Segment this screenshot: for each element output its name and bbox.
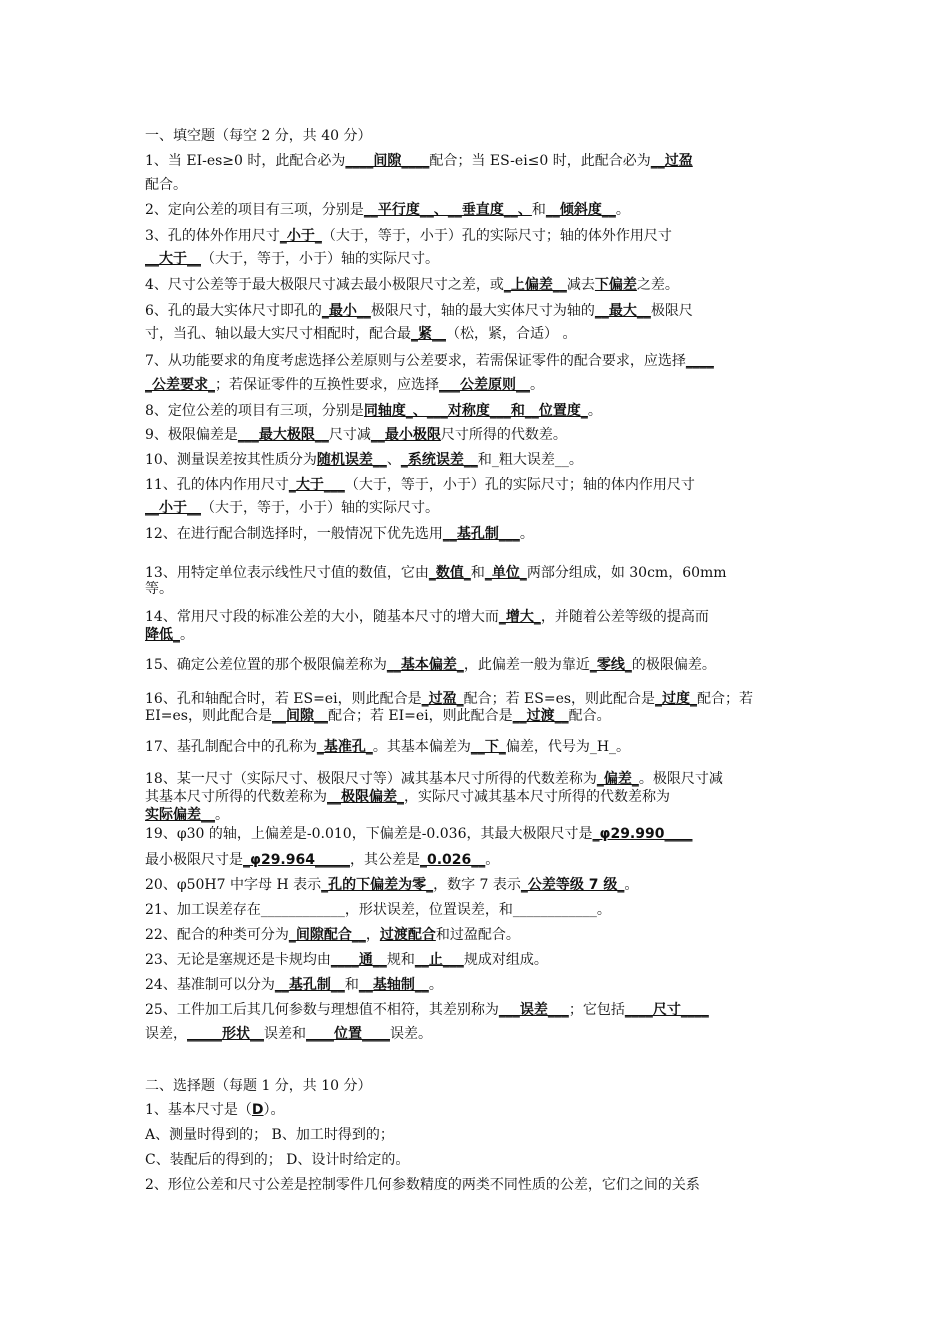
- section1-line: [145, 738, 815, 756]
- answer-blank: 同轴度_、___对称度___和__位置度_: [363, 403, 588, 419]
- answer-blank: __过渡__: [512, 708, 569, 724]
- answer-blank: _基准孔_: [316, 739, 373, 755]
- question-text: ，: [365, 927, 380, 943]
- question-text: 。其基本偏差为: [372, 739, 471, 755]
- question-text: 减去: [566, 277, 595, 293]
- question-text: 6、孔的最大实体尺寸即孔的: [145, 303, 322, 319]
- answer-blank: __最大__: [594, 303, 651, 319]
- question-text: 22、配合的种类可分为: [145, 927, 289, 943]
- section1-line: [145, 302, 815, 320]
- answer-blank: _数值_: [428, 565, 471, 581]
- section2-line: [145, 1151, 815, 1169]
- question-text: 13、用特定单位表示线性尺寸值的数值，它由: [145, 565, 429, 581]
- section1-line: [145, 951, 815, 969]
- answer-blank: 过渡配合: [379, 927, 436, 943]
- question-text: 3、孔的体外作用尺寸: [145, 228, 280, 244]
- question-text: 12、在进行配合制选择时，一般情况下优先选用: [145, 526, 443, 542]
- question-text: 。: [428, 977, 443, 993]
- answer-blank: __过盈: [650, 153, 693, 169]
- section1-line: [145, 352, 815, 370]
- question-text: 9、极限偏差是: [145, 427, 238, 443]
- section1-line: [145, 227, 815, 245]
- answer-blank: __基孔制___: [442, 526, 520, 542]
- section1-heading: 一、填空题（每空 2 分，共 40 分）: [145, 128, 372, 144]
- question-text: 寸，当孔、轴以最大实尺寸相配时，配合最: [145, 326, 411, 342]
- answer-blank: ____尺寸____: [624, 1002, 709, 1018]
- answer-blank: ___最大极限__: [237, 427, 329, 443]
- question-text: 20、φ50H7 中字母 H 表示: [145, 877, 322, 893]
- question-text: 。: [615, 202, 630, 218]
- question-text: 和: [531, 202, 546, 218]
- question-text: 。极限尺寸减: [638, 771, 723, 787]
- answer-blank: 下偏差: [594, 277, 637, 293]
- question-text: 2、定向公差的项目有三项，分别是: [145, 202, 364, 218]
- section1-line: [145, 426, 815, 444]
- question-text: 。: [530, 377, 544, 393]
- section1-line: [145, 451, 815, 469]
- answer-blank: __基孔制__: [274, 977, 345, 993]
- question-text: 24、基准制可以分为: [145, 977, 275, 993]
- section2-line: [145, 1101, 815, 1119]
- question-text: ）。: [263, 1102, 285, 1118]
- answer-blank: _过度_: [655, 691, 698, 707]
- answer-blank: _φ29.990____: [592, 826, 693, 842]
- section1-line: [145, 806, 815, 824]
- question-text: 配合；若: [697, 691, 754, 707]
- section1-line: [145, 926, 815, 944]
- question-text: 。: [624, 877, 639, 893]
- answer-blank: ___误差___: [498, 1002, 569, 1018]
- question-text: 和过盈配合。: [435, 927, 520, 943]
- question-text: 和: [470, 565, 485, 581]
- question-text: 之差。: [636, 277, 679, 293]
- question-text: 极限尺: [650, 303, 693, 319]
- question-text: 最小极限尺寸是: [145, 852, 243, 868]
- question-text: 配合；若 EI=ei，则此配合是: [327, 708, 513, 724]
- answer-blank: ____间隙____: [345, 153, 430, 169]
- section1-line: [145, 525, 815, 543]
- question-text: 规和: [386, 952, 415, 968]
- section1-line: [145, 788, 815, 806]
- section1-line: [145, 152, 815, 170]
- question-text: 19、φ30 的轴，上偏差是-0.010，下偏差是-0.036，其最大极限尺寸是: [145, 826, 593, 842]
- section1-line: [145, 580, 815, 598]
- question-text: 23、无论是塞规还是卡规均由: [145, 952, 331, 968]
- question-text: ；若保证零件的互换性要求，应选择: [215, 377, 439, 393]
- question-text: 25、工件加工后其几何参数与理想值不相符，其差别称为: [145, 1002, 499, 1018]
- section1-line: [145, 626, 815, 644]
- answer-blank: __下_: [470, 739, 506, 755]
- answer-blank: 降低_: [145, 627, 180, 643]
- section1-line: [145, 176, 815, 194]
- question-text: 规成对组成。: [463, 952, 548, 968]
- section1-line: [145, 656, 815, 674]
- answer-blank: _大于___: [288, 477, 345, 493]
- question-text: 。: [485, 852, 500, 868]
- question-text: 、: [386, 452, 401, 468]
- section1-line: [145, 499, 815, 517]
- section1-line: [145, 376, 815, 394]
- answer-blank: __间隙__: [271, 708, 328, 724]
- answer-blank: __平行度__、__垂直度__、: [363, 202, 532, 218]
- section1-line: [145, 707, 815, 725]
- question-text: 配合。: [145, 177, 187, 193]
- section2-heading: 二、选择题（每题 1 分，共 10 分）: [145, 1078, 372, 1094]
- answer-blank: ___公差原则__: [439, 377, 530, 393]
- question-text: 14、常用尺寸段的标准公差的大小，随基本尺寸的增大而: [145, 609, 499, 625]
- question-text: 尺寸所得的代数差。: [440, 427, 567, 443]
- answer-blank: D: [251, 1102, 264, 1118]
- question-text: 。: [215, 807, 229, 823]
- section1-line: [145, 325, 815, 343]
- section1-line: [145, 250, 815, 268]
- section1-line: [145, 770, 815, 788]
- question-text: 和: [344, 977, 359, 993]
- section1-line: [145, 608, 815, 626]
- answer-blank: ____通__: [330, 952, 387, 968]
- answer-blank: __最小极限: [370, 427, 441, 443]
- answer-blank: __止___: [414, 952, 464, 968]
- question-text: 15、确定公差位置的那个极限偏差称为: [145, 657, 387, 673]
- answer-blank: _系统误差__: [400, 452, 478, 468]
- answer-blank: _紧__: [411, 326, 446, 342]
- question-text: （大于，等于，小于）轴的实际尺寸。: [201, 500, 439, 516]
- answer-blank: ____: [685, 353, 714, 369]
- answer-blank: __大于__: [145, 251, 201, 267]
- question-text: 17、基孔制配合中的孔称为: [145, 739, 317, 755]
- question-text: 偏差，代号为_H_。: [505, 739, 631, 755]
- section1-line: [145, 476, 815, 494]
- answer-blank: __倾斜度__: [545, 202, 616, 218]
- answer-blank: _过盈_: [421, 691, 464, 707]
- answer-blank: _公差等级 7 级_: [520, 877, 625, 893]
- question-text: ；它包括: [568, 1002, 625, 1018]
- question-text: ，其公差是: [349, 852, 420, 868]
- answer-blank: __小于__: [145, 500, 201, 516]
- section1-line: [145, 901, 815, 919]
- question-text: 配合；若 ES=es，则此配合是: [463, 691, 656, 707]
- question-text: 其基本尺寸所得的代数差称为: [145, 789, 327, 805]
- question-text: 2、形位公差和尺寸公差是控制零件几何参数精度的两类不同性质的公差，它们之间的关系: [145, 1177, 700, 1193]
- question-text: 。: [587, 403, 602, 419]
- answer-blank: 实际偏差__: [145, 807, 215, 823]
- answer-blank: _公差要求_: [145, 377, 215, 393]
- answer-blank: _增大_: [498, 609, 541, 625]
- question-text: ，实际尺寸减其基本尺寸所得的代数差称为: [404, 789, 670, 805]
- question-text: 误差和: [264, 1026, 306, 1042]
- section1-line: [145, 825, 815, 843]
- section1-line: [145, 201, 815, 219]
- answer-blank: _小于_: [279, 228, 322, 244]
- question-text: （松，紧，合适） 。: [446, 326, 577, 342]
- section2-line: [145, 1126, 815, 1144]
- question-text: 。: [519, 526, 534, 542]
- section1-line: [145, 876, 815, 894]
- question-text: （大于，等于，小于）轴的实际尺寸。: [201, 251, 439, 267]
- question-text: 配合。: [568, 708, 611, 724]
- question-text: 10、测量误差按其性质分为: [145, 452, 317, 468]
- question-text: 1、基本尺寸是（: [145, 1102, 252, 1118]
- answer-blank: _0.026__: [419, 852, 486, 868]
- section1-line: [145, 976, 815, 994]
- question-text: EI=es，则此配合是: [145, 708, 272, 724]
- question-text: 。: [180, 627, 194, 643]
- answer-blank: _零线_: [589, 657, 632, 673]
- answer-blank: _单位_: [484, 565, 527, 581]
- question-text: 11、孔的体内作用尺寸: [145, 477, 289, 493]
- answer-blank: _φ29.964_____: [243, 852, 350, 868]
- question-text: ，数字 7 表示: [433, 877, 521, 893]
- section1-line: [145, 1025, 815, 1043]
- answer-blank: _间隙配合__: [288, 927, 366, 943]
- question-text: 尺寸减: [328, 427, 371, 443]
- question-text: 误差，: [145, 1026, 187, 1042]
- question-text: 18、某一尺寸（实际尺寸、极限尺寸等）减其基本尺寸所得的代数差称为: [145, 771, 597, 787]
- answer-blank: _最小__: [321, 303, 371, 319]
- question-text: 21、加工误差存在____________，形状误差，位置误差，和____________。: [145, 902, 611, 918]
- question-text: 的极限偏差。: [631, 657, 716, 673]
- question-text: 误差。: [390, 1026, 432, 1042]
- question-text: 16、孔和轴配合时，若 ES=ei，则此配合是: [145, 691, 422, 707]
- answer-blank: __基轴制__: [358, 977, 429, 993]
- question-text: 1、当 EI-es≥0 时，此配合必为: [145, 153, 346, 169]
- question-text: 8、定位公差的项目有三项，分别是: [145, 403, 364, 419]
- answer-blank: ____位置____: [306, 1026, 390, 1042]
- question-text: （大于，等于，小于）孔的实际尺寸；轴的体内作用尺寸: [344, 477, 695, 493]
- question-text: 等。: [145, 581, 173, 597]
- question-text: 4、尺寸公差等于最大极限尺寸减去最小极限尺寸之差，或: [145, 277, 504, 293]
- answer-blank: 随机误差__: [316, 452, 387, 468]
- section1-line: [145, 690, 815, 708]
- question-text: C、装配后的得到的； D、设计时给定的。: [145, 1152, 410, 1168]
- question-text: A、测量时得到的； B、加工时得到的；: [145, 1127, 394, 1143]
- section1-line: [145, 1001, 815, 1019]
- section1-line: [145, 402, 815, 420]
- question-text: ，并随着公差等级的提高而: [540, 609, 709, 625]
- question-text: 7、从功能要求的角度考虑选择公差原则与公差要求，若需保证零件的配合要求，应选择: [145, 353, 686, 369]
- answer-blank: _____形状__: [187, 1026, 264, 1042]
- answer-blank: __极限偏差_: [327, 789, 404, 805]
- question-text: 和_粗大误差__。: [477, 452, 583, 468]
- question-text: 两部分组成，如 30cm，60mm: [526, 565, 727, 581]
- answer-blank: _孔的下偏差为零_: [321, 877, 434, 893]
- question-text: ，此偏差一般为靠近: [463, 657, 590, 673]
- question-text: 极限尺寸，轴的最大实体尺寸为轴的: [370, 303, 595, 319]
- question-text: 配合；当 ES-ei≤0 时，此配合必为: [429, 153, 651, 169]
- section2-line: [145, 1176, 815, 1194]
- answer-blank: __基本偏差_: [386, 657, 464, 673]
- answer-blank: _偏差_: [596, 771, 639, 787]
- question-text: （大于，等于，小于）孔的实际尺寸；轴的体外作用尺寸: [321, 228, 672, 244]
- section1-line: [145, 851, 815, 869]
- section1-line: [145, 276, 815, 294]
- answer-blank: _上偏差__: [503, 277, 567, 293]
